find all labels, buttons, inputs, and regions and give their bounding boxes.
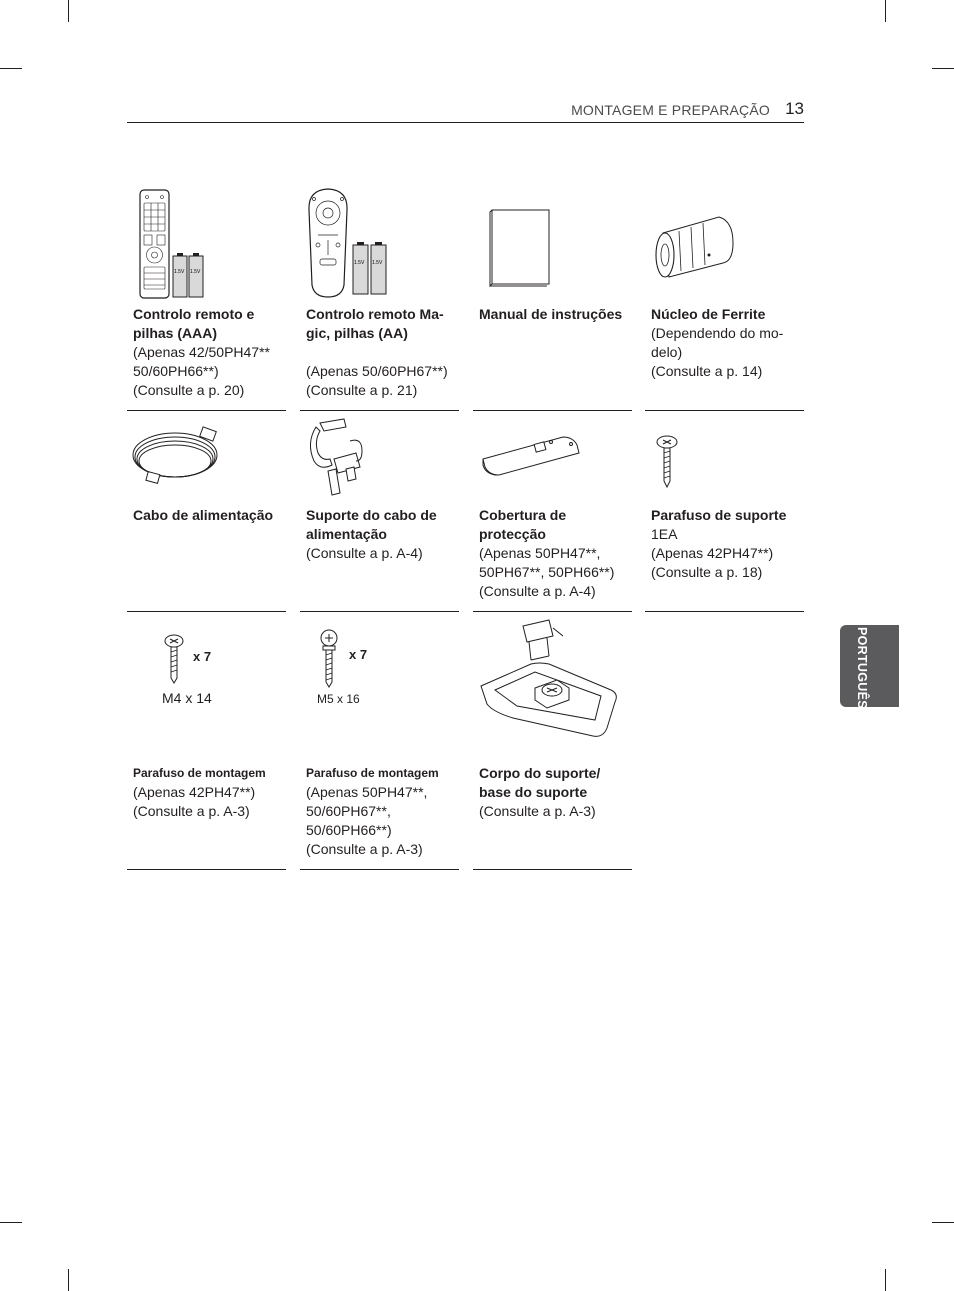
item-description: (Apenas 50PH47**, 50/60PH67**, 50/60PH66**) (Consulte a p. A-3) xyxy=(306,784,428,857)
item-description: (Apenas 42PH47**) (Consulte a p. A-3) xyxy=(133,784,256,819)
item-text xyxy=(133,506,273,525)
svg-text:1.5V: 1.5V xyxy=(354,260,365,266)
power-cable-icon xyxy=(127,415,286,505)
divider xyxy=(127,611,286,612)
cable-holder-icon xyxy=(300,415,459,505)
item-title: Cobertura de protecção xyxy=(479,507,567,542)
item-description: (Apenas 50/60PH67**) (Consulte a p. 21) xyxy=(306,363,448,398)
size-label: M5 x 16 xyxy=(317,692,360,706)
item-description: (Consulte a p. A-3) xyxy=(479,803,596,819)
item-description: (Apenas 42/50PH47** 50/60PH66**) (Consulte a p. 20) xyxy=(133,344,270,398)
divider xyxy=(473,869,632,870)
accessory-item-mount-screw-m4 xyxy=(127,616,286,870)
accessory-item-remote-aaa xyxy=(127,185,286,411)
magic-remote-icon xyxy=(300,185,459,300)
accessory-item-protection-cover xyxy=(473,415,632,612)
item-description: (Apenas 50PH47**, 50PH67**, 50PH66**) (Consulte a p. A-4) xyxy=(479,545,615,599)
item-text xyxy=(651,305,783,381)
accessory-item-power-cable xyxy=(127,415,286,612)
divider xyxy=(473,611,632,612)
item-text xyxy=(306,764,439,859)
quantity-label: x 7 xyxy=(349,647,368,662)
item-title: Cabo de alimentação xyxy=(133,507,274,523)
crop-mark xyxy=(0,1222,22,1223)
item-title: Parafuso de suporte xyxy=(651,507,787,523)
screw-icon xyxy=(645,415,804,505)
svg-text:1.5V: 1.5V xyxy=(190,269,201,275)
svg-text:1.5V: 1.5V xyxy=(372,260,383,266)
screw-icon xyxy=(300,616,459,696)
accessory-item-cable-holder xyxy=(300,415,459,612)
crop-mark xyxy=(68,0,69,22)
item-title: Corpo do suporte/ base do suporte xyxy=(479,765,601,800)
crop-mark xyxy=(885,0,886,22)
item-title: Manual de instruções xyxy=(479,306,623,322)
page-header xyxy=(127,99,804,123)
page-number: 13 xyxy=(785,99,804,118)
language-tab xyxy=(840,625,899,707)
divider xyxy=(473,410,632,411)
protection-cover-icon xyxy=(473,415,632,505)
item-text xyxy=(306,506,437,563)
item-description: (Dependendo do mo- delo) (Consulte a p. 14) xyxy=(651,325,784,379)
crop-mark xyxy=(0,68,22,69)
item-text xyxy=(133,764,266,821)
item-title: Parafuso de montagem xyxy=(133,766,266,780)
item-text xyxy=(479,305,622,324)
crop-mark xyxy=(932,68,954,69)
crop-mark xyxy=(68,1269,69,1291)
item-text xyxy=(479,764,600,821)
crop-mark xyxy=(885,1269,886,1291)
divider xyxy=(127,869,286,870)
divider xyxy=(300,869,459,870)
item-text xyxy=(133,305,270,400)
item-title: Controlo remoto e pilhas (AAA) xyxy=(133,306,255,341)
item-title: Parafuso de montagem xyxy=(306,766,439,780)
size-label: M4 x 14 xyxy=(162,690,212,706)
ferrite-core-icon xyxy=(645,185,804,300)
divider xyxy=(300,410,459,411)
divider xyxy=(645,611,804,612)
item-title: Controlo remoto Ma- gic, pilhas (AA) xyxy=(306,306,444,341)
accessory-item-stand-screw xyxy=(645,415,804,612)
crop-mark xyxy=(932,1222,954,1223)
svg-text:1.5V: 1.5V xyxy=(174,269,185,275)
divider xyxy=(645,410,804,411)
divider xyxy=(127,410,286,411)
item-title: Suporte do cabo de alimentação xyxy=(306,507,437,542)
item-description: (Consulte a p. A-4) xyxy=(306,545,423,561)
section-title: MONTAGEM E PREPARAÇÃO xyxy=(571,102,770,118)
accessory-item-magic-remote xyxy=(300,185,459,411)
language-tab-label: PORTUGUÊS xyxy=(855,627,869,709)
manual-book-icon xyxy=(473,185,632,300)
item-title: Núcleo de Ferrite xyxy=(651,306,766,322)
item-text xyxy=(306,305,448,400)
divider xyxy=(300,611,459,612)
accessory-item-mount-screw-m5 xyxy=(300,616,459,870)
stand-base-icon xyxy=(473,616,632,746)
item-text xyxy=(479,506,614,601)
accessory-item-ferrite xyxy=(645,185,804,411)
item-text xyxy=(651,506,786,582)
accessory-item-stand-base xyxy=(473,616,632,870)
quantity-label: x 7 xyxy=(193,649,212,664)
item-description: 1EA (Apenas 42PH47**) (Consulte a p. 18) xyxy=(651,526,774,580)
accessory-item-manual xyxy=(473,185,632,411)
remote-control-icon xyxy=(127,185,286,300)
